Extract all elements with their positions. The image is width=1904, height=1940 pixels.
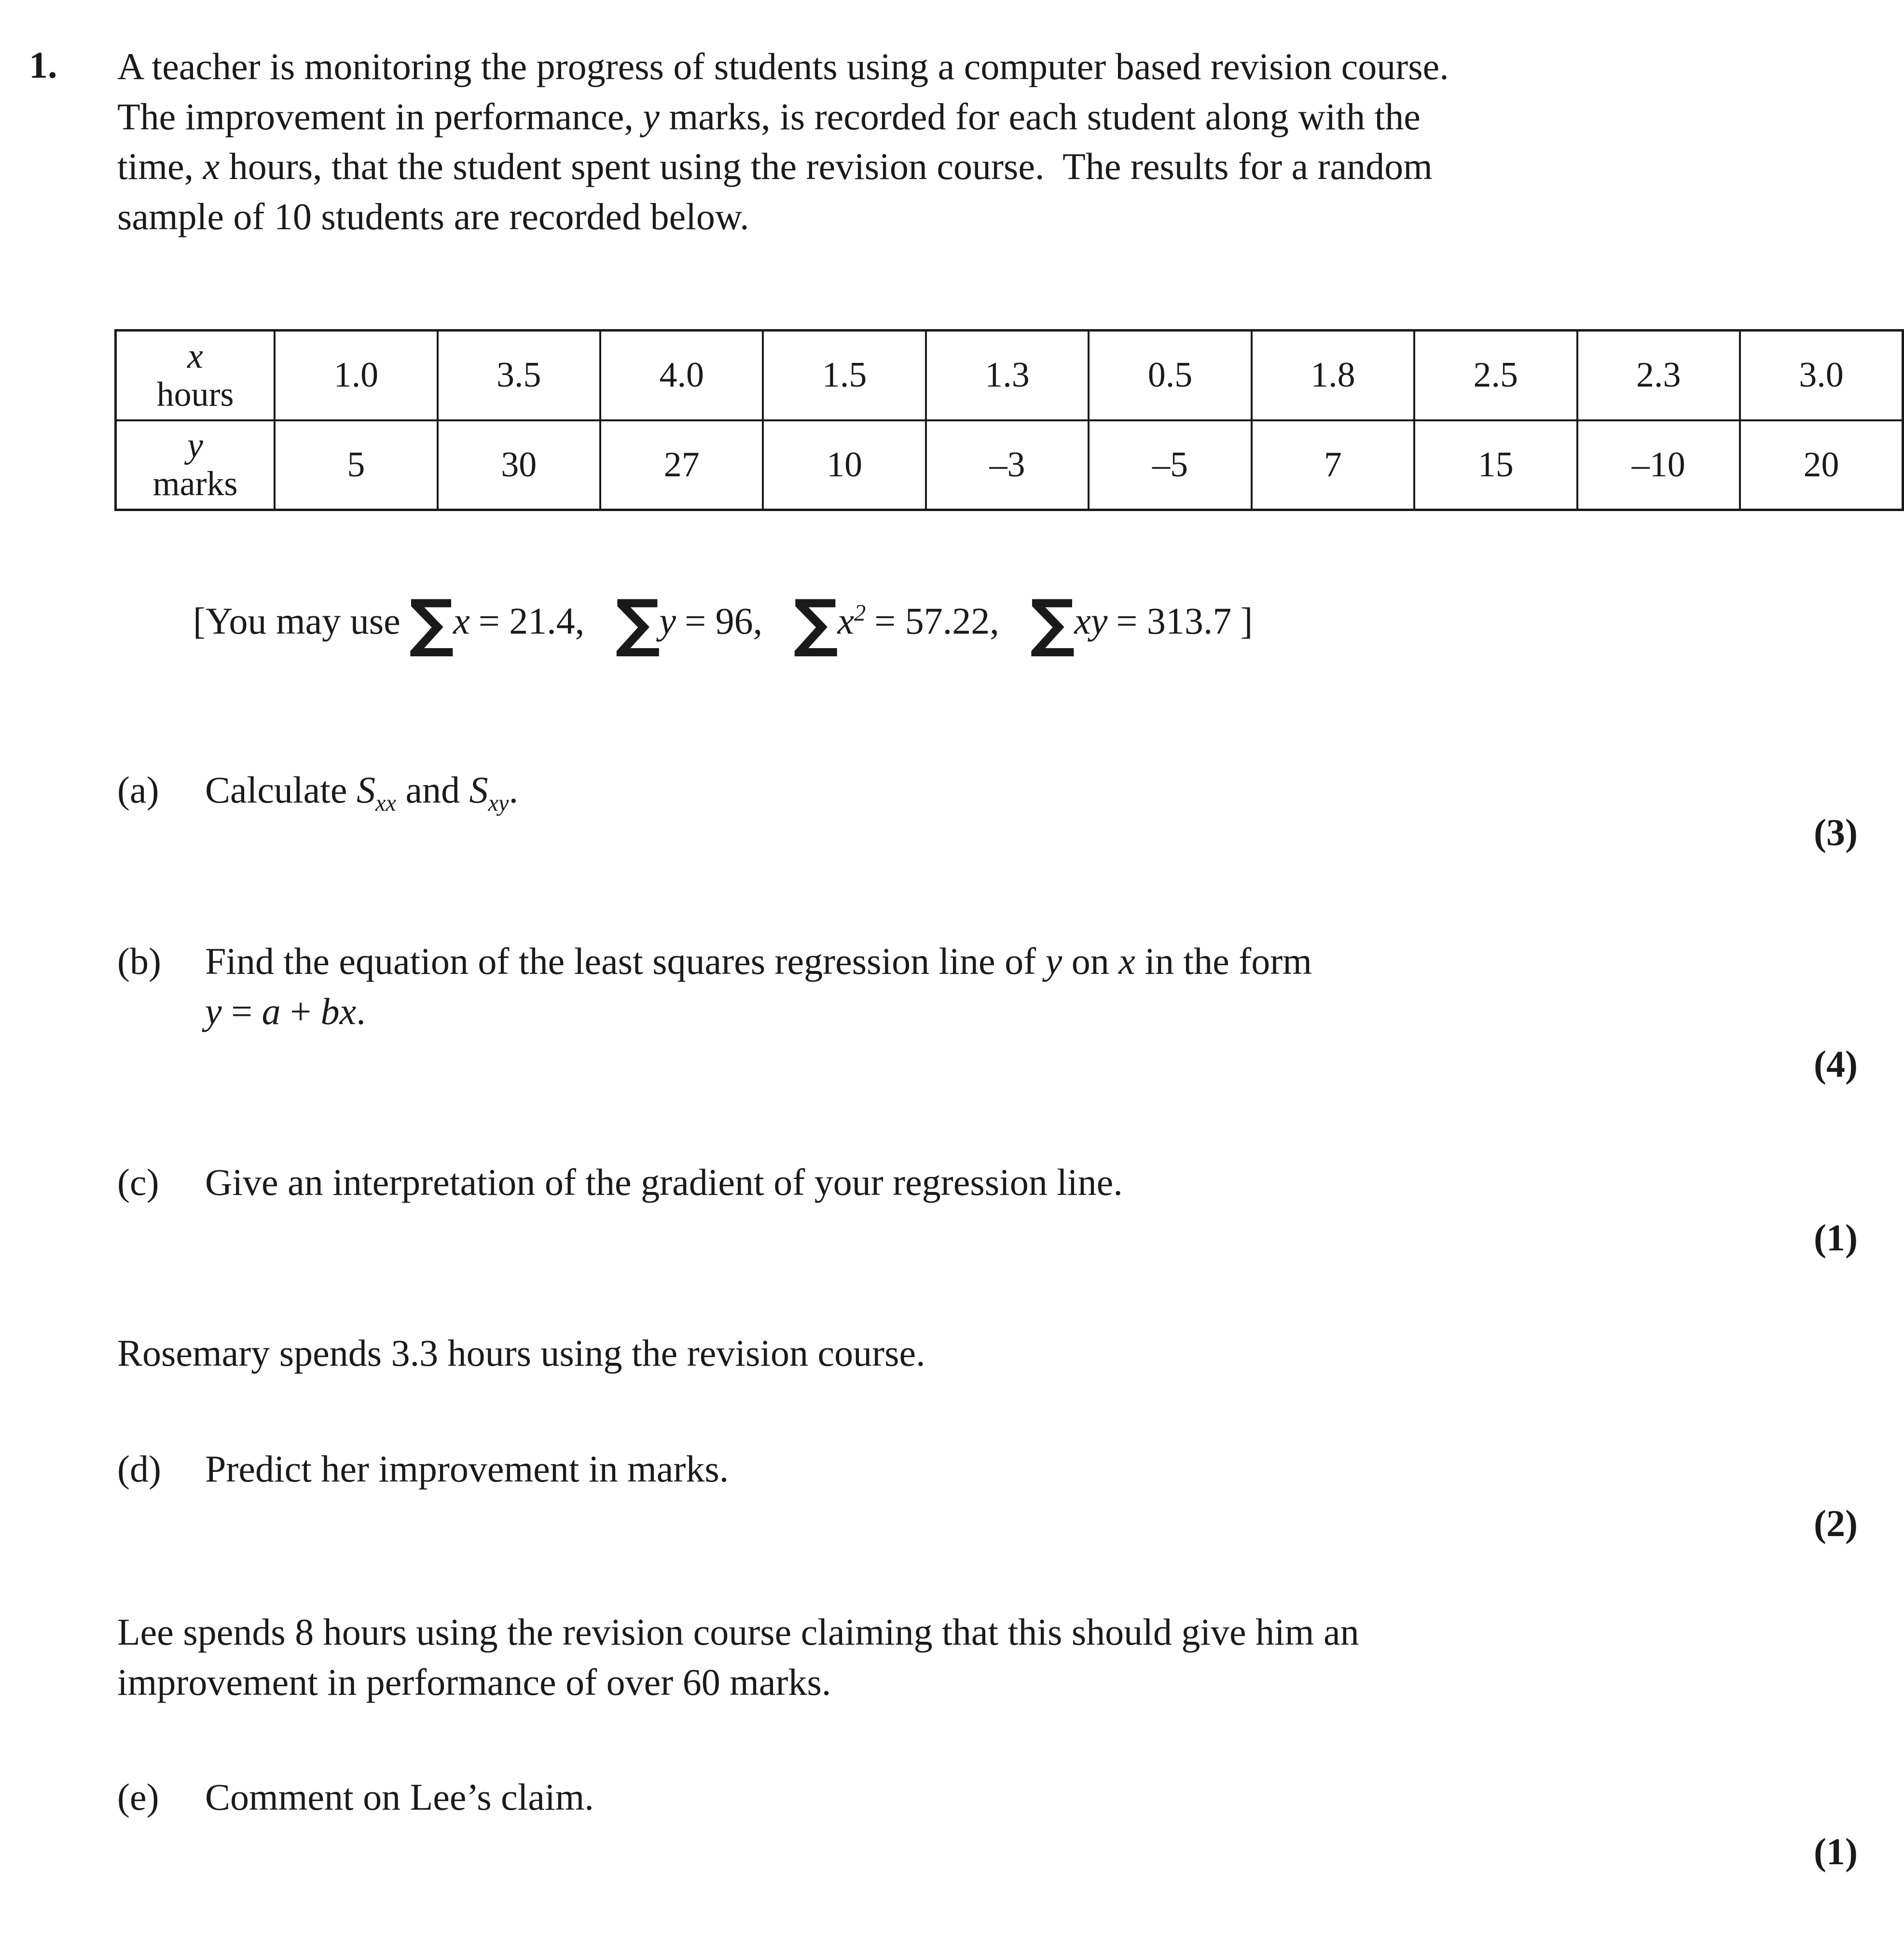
row-header-x-symbol: x [187, 336, 203, 376]
row-header-y-unit: marks [152, 464, 238, 503]
sum-var-2: y [659, 600, 676, 642]
cell-y-6: 7 [1252, 420, 1414, 510]
part-d [117, 1444, 1758, 1494]
cell-x-0: 1.0 [275, 331, 437, 420]
sum-var-3: x [837, 600, 855, 642]
part-a-tag: (a) [117, 769, 159, 811]
part-c-marks: (1) [1814, 1217, 1858, 1259]
sigma-icon-2: ∑ [615, 586, 660, 659]
cell-y-2: 27 [600, 420, 763, 510]
cell-y-5: –5 [1089, 420, 1251, 510]
sigma-icon-1: ∑ [409, 586, 454, 659]
sum-value-4: = 313.7 [1116, 600, 1232, 642]
cell-y-0: 5 [275, 420, 437, 510]
stem-line-2: The improvement in performance, y marks, is recorded for each student along with the [117, 95, 1421, 138]
part-a-sxy-sub: xy [488, 790, 509, 816]
cell-y-7: 15 [1414, 420, 1577, 510]
rosemary-text: Rosemary spends 3.3 hours using the revision course. [117, 1332, 925, 1374]
lee-paragraph [117, 1607, 1883, 1707]
part-b [117, 936, 1758, 1036]
cell-x-4: 1.3 [926, 331, 1089, 420]
cell-x-5: 0.5 [1089, 331, 1251, 420]
part-a-sxx-base: S [357, 769, 376, 811]
table-row-y [116, 420, 1903, 510]
question-stem [117, 42, 1883, 242]
sigma-icon-3: ∑ [793, 586, 838, 659]
lee-line-2: improvement in performance of over 60 marks. [117, 1661, 831, 1703]
sum-value-3: = 57.22, [874, 600, 999, 642]
part-d-body: Predict her improvement in marks. [205, 1448, 729, 1490]
part-a-marks: (3) [1814, 811, 1858, 853]
cell-y-8: –10 [1577, 420, 1740, 510]
part-e-tag: (e) [117, 1776, 159, 1818]
cell-x-9: 3.0 [1740, 331, 1903, 420]
row-header-x [116, 331, 275, 420]
part-a-sxy [469, 769, 509, 816]
sigma-icon-4: ∑ [1030, 586, 1075, 659]
part-b-tag: (b) [117, 940, 161, 982]
sums-hint-line [193, 586, 1253, 659]
cell-y-1: 30 [438, 420, 600, 510]
part-e [117, 1772, 1758, 1822]
sum-var-4: xy [1074, 600, 1108, 642]
cell-y-3: 10 [763, 420, 925, 510]
cell-y-9: 20 [1740, 420, 1903, 510]
part-a-sxx-sub: xx [375, 790, 396, 816]
part-e-marks: (1) [1814, 1830, 1858, 1872]
part-b-line-1: Find the equation of the least squares regression line of y on x in the form [205, 940, 1312, 982]
sums-intro: [You may use [193, 600, 400, 642]
lee-line-1: Lee spends 8 hours using the revision course claiming that this should give him an [117, 1611, 1359, 1653]
part-e-body: Comment on Lee’s claim. [205, 1776, 594, 1818]
sum-value-1: = 21.4, [478, 600, 585, 642]
sum-var-1: x [453, 600, 470, 642]
cell-x-3: 1.5 [763, 331, 925, 420]
data-table-container [114, 329, 1904, 511]
cell-y-4: –3 [926, 420, 1089, 510]
cell-x-1: 3.5 [438, 331, 600, 420]
part-a [117, 765, 1758, 819]
part-d-marks: (2) [1814, 1502, 1858, 1544]
sum-value-2: = 96, [685, 600, 763, 642]
stem-line-1: A teacher is monitoring the progress of students using a computer based revision course. [117, 45, 1449, 87]
part-a-body [205, 765, 1758, 819]
part-b-marks: (4) [1814, 1043, 1858, 1085]
table-row-x [116, 331, 1903, 420]
data-table [114, 329, 1904, 511]
stem-line-4: sample of 10 students are recorded below. [117, 195, 749, 238]
sum-exponent-3: 2 [854, 600, 866, 626]
part-d-tag: (d) [117, 1448, 161, 1490]
row-header-y [116, 420, 275, 510]
cell-x-6: 1.8 [1252, 331, 1414, 420]
cell-x-7: 2.5 [1414, 331, 1577, 420]
part-b-line-2: y = a + bx. [205, 990, 366, 1032]
part-a-text-middle: and [396, 769, 469, 811]
part-a-text-before: Calculate [205, 769, 357, 811]
part-a-sxx [357, 769, 396, 816]
sums-close-bracket: ] [1240, 600, 1253, 642]
part-c-body: Give an interpretation of the gradient of your regression line. [205, 1161, 1123, 1203]
part-c-tag: (c) [117, 1161, 159, 1203]
question-number: 1. [29, 44, 57, 86]
part-a-sxy-base: S [469, 769, 488, 811]
cell-x-2: 4.0 [600, 331, 763, 420]
cell-x-8: 2.3 [1577, 331, 1740, 420]
row-header-y-symbol: y [187, 426, 203, 466]
part-b-body [205, 936, 1758, 1036]
part-c [117, 1157, 1758, 1207]
part-a-text-after: . [509, 769, 519, 811]
row-header-x-unit: hours [156, 374, 234, 414]
stem-line-3: time, x hours, that the student spent using the revision course. The results for a random [117, 145, 1433, 188]
rosemary-paragraph [117, 1328, 1758, 1378]
